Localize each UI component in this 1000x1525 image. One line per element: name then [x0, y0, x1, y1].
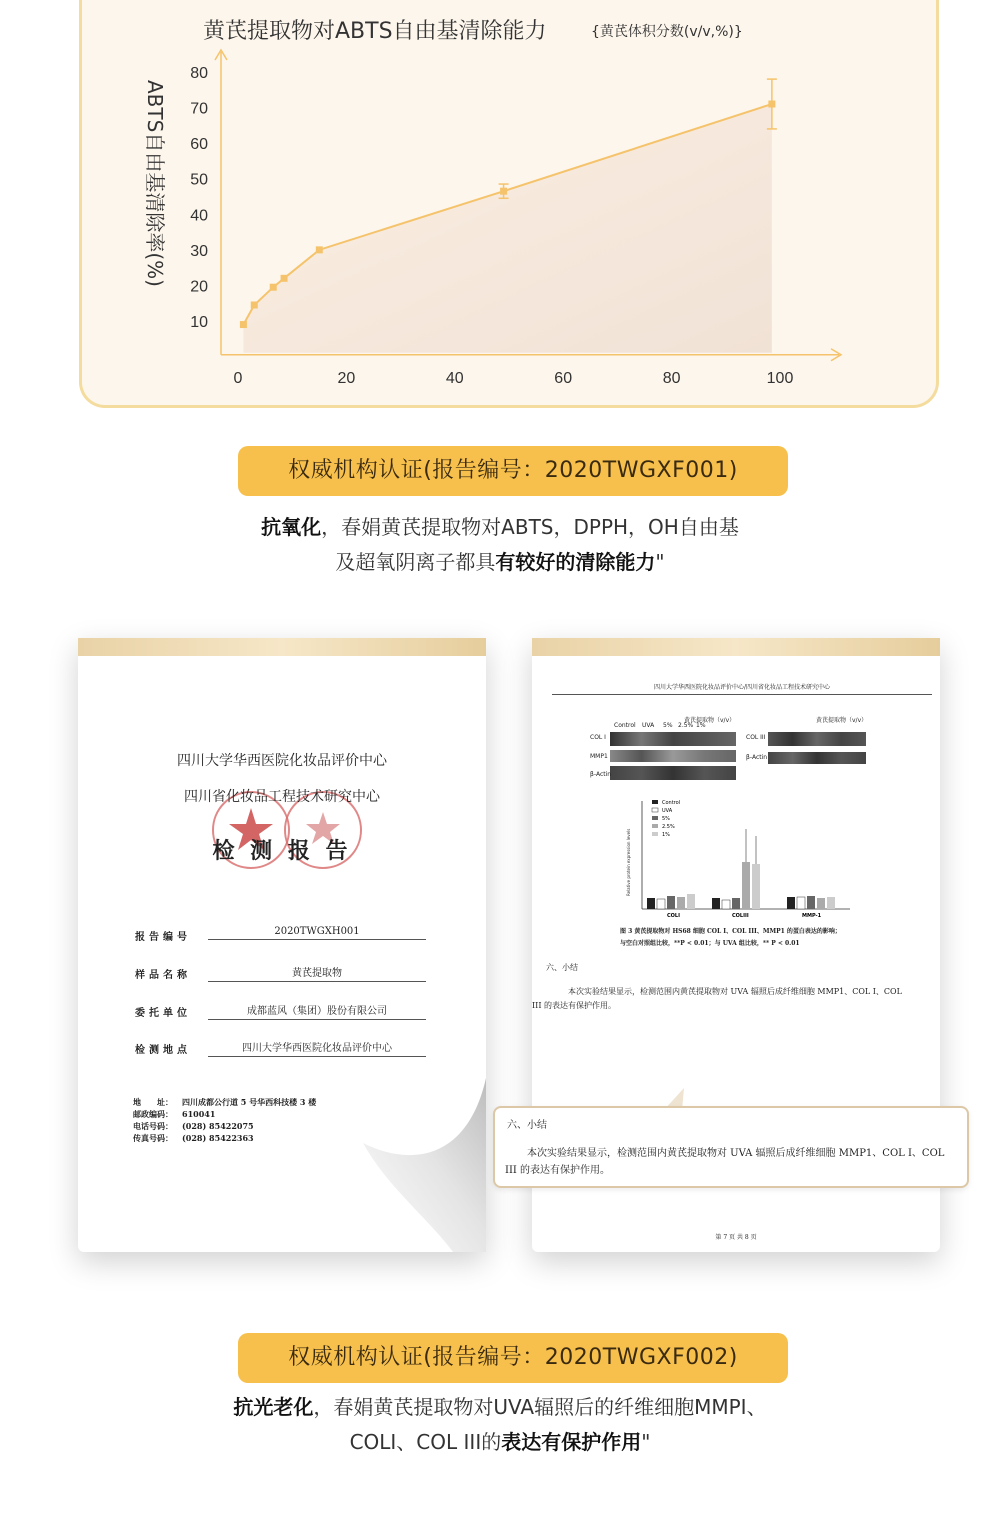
report-cover-doc — [78, 638, 486, 1252]
blot-col-5: 1% — [696, 722, 706, 729]
data-point — [768, 101, 775, 108]
western-blot-2 — [766, 710, 866, 770]
cert-2-quote: " — [641, 1430, 651, 1454]
mini-bars — [647, 829, 835, 909]
addr-label-2: 邮政编码： — [133, 1109, 173, 1119]
y-tick-label: 10 — [190, 314, 208, 331]
addr-label-4: 传真号码： — [133, 1133, 173, 1143]
blot1-row-2: MMP1 — [590, 753, 608, 760]
cover-org-1: 四川大学华西医院化妆品评价中心 — [177, 753, 387, 769]
addr-value-3: (028) 85422075 — [182, 1121, 254, 1131]
doc-strip — [532, 638, 940, 656]
blot1-row-1: COL I — [590, 734, 606, 741]
section-title: 六、小结 — [546, 963, 578, 972]
protein-bar-chart — [622, 796, 852, 924]
x-tick-label: 60 — [554, 369, 573, 387]
cert-1-quote: " — [655, 550, 665, 574]
cert-2-text-1: ，春娟黄芪提取物对UVA辐照后的纤维细胞MMPI、 — [313, 1395, 767, 1419]
chart-title: 黄芪提取物对ABTS自由基清除能力 — [203, 19, 547, 44]
cert-2-bold-1: 抗光老化 — [233, 1395, 314, 1419]
group-3: MMP-1 — [802, 913, 822, 919]
doc-strip — [78, 638, 486, 656]
legend-4: 2.5% — [662, 824, 675, 830]
data-point — [316, 246, 323, 253]
field-label-2: 样品名称 — [135, 970, 191, 981]
legend-2: UVA — [662, 808, 673, 814]
addr-value-2: 610041 — [182, 1109, 216, 1119]
cert-1-text-2: 及超氧阴离子都具 — [335, 550, 496, 574]
callout-section-title: 六、小结 — [507, 1120, 547, 1131]
legend-5: 1% — [662, 832, 670, 838]
data-point — [281, 275, 288, 282]
x-tick-label: 0 — [233, 369, 243, 387]
y-tick-label: 70 — [190, 100, 208, 118]
blot-col-3: 5% — [663, 722, 673, 729]
cert-1-bold-1: 抗氧化 — [261, 515, 322, 539]
blot-col-2: UVA — [642, 722, 655, 729]
cert-pill-2: 权威机构认证(报告编号：2020TWGXF002) — [238, 1333, 788, 1383]
mini-y-label: Relative protein expression levels — [626, 828, 631, 896]
y-axis-label: ABTS自由基清除率(%) — [143, 80, 167, 287]
cover-org-2: 四川省化妆品工程技术研究中心 — [184, 789, 380, 805]
cert-2-bold-2: 表达有保护作用 — [501, 1430, 642, 1454]
group-2: COLIII — [732, 913, 749, 919]
addr-label-1: 地 址： — [133, 1097, 173, 1107]
cert-2-text-2: COLI、COL III的 — [349, 1430, 502, 1454]
legend-1: Control — [662, 800, 681, 806]
data-point — [500, 188, 507, 195]
blot2-row-2: β-Actin — [746, 754, 768, 761]
blot-band — [768, 752, 866, 764]
mini-legend — [652, 800, 680, 838]
summary-line-1: 本次实验结果显示，检测范围内黄芪提取物对 UVA 辐照后成纤维细胞 MMP1、COL I、COL — [568, 987, 902, 996]
data-point — [251, 301, 258, 308]
y-tick-label: 30 — [190, 242, 208, 260]
y-tick-label: 80 — [190, 65, 208, 82]
cert-1-line-1 — [0, 510, 1000, 545]
field-label-1: 报告编号 — [135, 932, 191, 943]
addr-value-1: 四川成都公行道 5 号华西科技楼 3 楼 — [182, 1097, 317, 1107]
field-value-2: 黄芪提取物 — [208, 964, 426, 982]
addr-value-4: (028) 85422363 — [182, 1133, 254, 1143]
field-value-3: 成都蓝风（集团）股份有限公司 — [208, 1002, 426, 1020]
figure-caption-1: 图 3 黄芪提取物对 HS68 细胞 COL I、COL III、MMP1 的蛋白表达的影响； — [620, 928, 841, 935]
blot-col-1: Control — [614, 722, 636, 729]
cert-1-text-1: ，春娟黄芪提取物对ABTS，DPPH，OH自由基 — [321, 515, 739, 539]
blot1-row-3: β-Actin — [590, 771, 612, 778]
field-value-4: 四川大学华西医院化妆品评价中心 — [208, 1039, 426, 1057]
cert-2-line-1 — [0, 1390, 1000, 1425]
y-tick-label: 40 — [190, 207, 208, 225]
data-point — [240, 321, 247, 328]
data-point — [270, 284, 277, 291]
blot-group-label: 黄芪提取物（v/v） — [816, 717, 868, 724]
y-tick-label: 20 — [190, 278, 208, 296]
field-label-3: 委托单位 — [135, 1008, 191, 1019]
chart-subtitle: {黄芪体积分数(v/v,%)} — [591, 24, 743, 40]
blot-col-4: 2.5% — [678, 722, 694, 729]
blot2-row-1: COL III — [746, 734, 766, 741]
addr-label-3: 电话号码： — [133, 1121, 173, 1131]
abts-chart-card — [79, 0, 939, 408]
y-tick-label: 60 — [190, 136, 208, 154]
x-tick-label: 20 — [337, 369, 356, 387]
callout-line-2: III 的表达有保护作用。 — [505, 1165, 611, 1176]
field-value-1: 2020TWGXH001 — [208, 926, 426, 940]
western-blot-1 — [608, 710, 738, 790]
x-tick-label: 100 — [766, 369, 794, 387]
cover-title: 检 测 报 告 — [212, 838, 352, 864]
callout-line-1: 本次实验结果显示，检测范围内黄芪提取物对 UVA 辐照后成纤维细胞 MMP1、COL I、COL — [527, 1148, 945, 1159]
cert-1-line-2 — [0, 545, 1000, 580]
legend-3: 5% — [662, 816, 670, 822]
abts-chart — [82, 0, 942, 408]
blot-band — [610, 766, 736, 780]
zoom-callout — [493, 1106, 969, 1188]
x-tick-label: 40 — [445, 369, 464, 387]
field-label-4: 检测地点 — [135, 1045, 191, 1056]
blot-group-label: 黄芪提取物（v/v） — [684, 717, 736, 724]
page-number: 第 7 页 共 8 页 — [715, 1234, 757, 1241]
figure-caption-2: 与空白对照组比较，**P < 0.01；与 UVA 组比较，** P < 0.01 — [620, 940, 800, 947]
cert-pill-1: 权威机构认证(报告编号：2020TWGXF001) — [238, 446, 788, 496]
page-header: 四川大学华西医院化妆品评价中心/四川省化妆品工程技术研究中心 — [552, 682, 932, 695]
cert-1-bold-2: 有较好的清除能力 — [495, 550, 656, 574]
cert-2-line-2 — [0, 1425, 1000, 1460]
blot-band — [610, 750, 736, 762]
summary-line-2: III 的表达有保护作用。 — [532, 1001, 617, 1010]
page-curl — [318, 1048, 486, 1252]
group-1: COLI — [667, 913, 680, 919]
x-tick-label: 80 — [662, 369, 681, 387]
blot-band — [610, 732, 736, 746]
blot-band — [768, 732, 866, 746]
area-fill — [243, 104, 771, 353]
y-tick-label: 50 — [190, 171, 208, 189]
